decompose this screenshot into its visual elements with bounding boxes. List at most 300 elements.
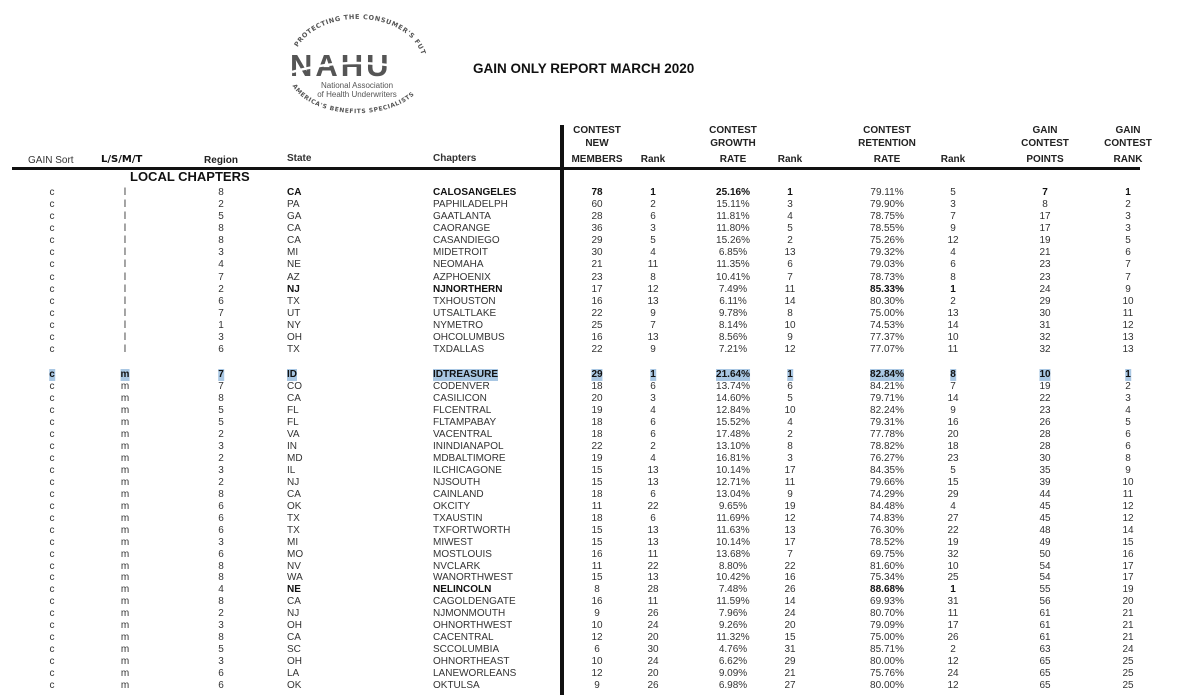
cell-growth: 11.35% — [716, 259, 750, 271]
cell-retention-rank: 29 — [947, 488, 959, 500]
cell-growth: 7.49% — [718, 283, 748, 295]
cell-retention-rank: 13 — [947, 307, 959, 319]
header-points-line-2: CONTEST — [1021, 138, 1069, 149]
cell-members: 16 — [591, 295, 603, 307]
cell-members-rank: 30 — [647, 644, 659, 656]
cell-retention-rank: 10 — [947, 560, 959, 572]
cell-lsmt: m — [120, 440, 130, 452]
cell-gain-rank: 14 — [1122, 524, 1134, 536]
cell-sort: c — [49, 488, 55, 500]
cell-region: 8 — [218, 596, 224, 608]
cell-retention-rank: 9 — [950, 404, 956, 416]
cell-growth-rank: 7 — [787, 548, 793, 560]
cell-retention-rank: 18 — [947, 440, 959, 452]
cell-lsmt: m — [120, 500, 130, 512]
cell-retention: 74.83% — [870, 512, 904, 524]
cell-region: 2 — [218, 608, 224, 620]
cell-state: CA — [287, 596, 301, 608]
cell-growth: 12.71% — [716, 476, 750, 488]
cell-points: 48 — [1039, 524, 1051, 536]
svg-text:of Health Underwriters: of Health Underwriters — [317, 90, 397, 99]
cell-retention-rank: 11 — [947, 344, 959, 356]
cell-lsmt: m — [120, 644, 130, 656]
cell-growth-rank: 1 — [787, 369, 793, 380]
report-title: GAIN ONLY REPORT MARCH 2020 — [473, 61, 695, 76]
cell-region: 7 — [218, 307, 224, 319]
cell-retention: 78.73% — [870, 271, 904, 283]
cell-retention-rank: 14 — [947, 392, 959, 404]
cell-lsmt: m — [120, 536, 130, 548]
cell-members-rank: 22 — [647, 500, 659, 512]
cell-members-rank: 28 — [647, 584, 659, 596]
cell-growth: 9.65% — [718, 500, 748, 512]
cell-region: 3 — [218, 464, 224, 476]
cell-sort: c — [49, 632, 55, 644]
cell-state: FL — [287, 416, 299, 428]
header-region: Region — [204, 155, 238, 166]
header-chapters: Chapters — [433, 153, 477, 164]
cell-points: 28 — [1039, 440, 1051, 452]
cell-growth-rank: 31 — [784, 644, 796, 656]
cell-state: TX — [287, 295, 300, 307]
cell-lsmt: l — [123, 235, 127, 247]
cell-retention-rank: 9 — [950, 223, 956, 235]
cell-members: 28 — [591, 211, 603, 223]
cell-members-rank: 13 — [647, 295, 659, 307]
cell-sort: c — [49, 259, 55, 271]
cell-state: TX — [287, 344, 300, 356]
cell-growth-rank: 20 — [784, 620, 796, 632]
cell-growth: 13.74% — [716, 380, 750, 392]
cell-retention-rank: 20 — [947, 428, 959, 440]
cell-retention-rank: 5 — [950, 187, 956, 198]
cell-members-rank: 20 — [647, 668, 659, 680]
cell-region: 8 — [218, 560, 224, 572]
cell-gain-rank: 24 — [1122, 644, 1134, 656]
cell-growth-rank: 14 — [784, 295, 796, 307]
cell-state: NY — [287, 319, 301, 331]
cell-gain-rank: 2 — [1125, 199, 1131, 211]
cell-sort: c — [49, 656, 55, 668]
cell-retention: 79.66% — [870, 476, 904, 488]
cell-members: 21 — [591, 259, 603, 271]
cell-growth: 14.60% — [716, 392, 750, 404]
cell-retention-rank: 23 — [947, 452, 959, 464]
cell-chapter: MOSTLOUIS — [433, 548, 492, 560]
cell-region: 3 — [218, 656, 224, 668]
header-gain-sort: GAIN Sort — [28, 155, 74, 166]
cell-lsmt: l — [123, 283, 127, 295]
cell-points: 56 — [1039, 596, 1051, 608]
cell-growth-rank: 10 — [784, 404, 796, 416]
cell-retention: 75.26% — [870, 235, 904, 247]
cell-members: 12 — [591, 632, 603, 644]
cell-points: 54 — [1039, 560, 1051, 572]
cell-chapter: GAATLANTA — [433, 211, 491, 223]
cell-members-rank: 24 — [647, 656, 659, 668]
cell-growth-rank: 3 — [787, 452, 793, 464]
cell-sort: c — [49, 536, 55, 548]
section-local-chapters: LOCAL CHAPTERS — [130, 169, 250, 184]
cell-points: 21 — [1039, 247, 1051, 259]
cell-lsmt: m — [120, 620, 130, 632]
cell-growth-rank: 12 — [784, 344, 796, 356]
cell-members-rank: 26 — [647, 608, 659, 620]
cell-sort: c — [49, 524, 55, 536]
cell-growth: 16.81% — [716, 452, 750, 464]
cell-lsmt: m — [120, 584, 130, 596]
cell-points: 61 — [1039, 620, 1051, 632]
cell-state: CO — [287, 380, 302, 392]
cell-state: NJ — [287, 283, 300, 295]
cell-members: 19 — [591, 404, 603, 416]
cell-retention: 79.09% — [870, 620, 904, 632]
cell-growth-rank: 2 — [787, 428, 793, 440]
cell-chapter: VACENTRAL — [433, 428, 493, 440]
cell-members: 9 — [594, 680, 600, 692]
cell-sort: c — [49, 247, 55, 259]
cell-state: SC — [287, 644, 301, 656]
cell-gain-rank: 12 — [1122, 500, 1134, 512]
cell-members: 22 — [591, 307, 603, 319]
cell-retention: 78.75% — [870, 211, 904, 223]
cell-chapter: NELINCOLN — [433, 584, 492, 596]
cell-lsmt: l — [123, 331, 127, 343]
cell-gain-rank: 1 — [1125, 187, 1131, 198]
cell-members-rank: 9 — [650, 344, 656, 356]
cell-growth: 10.41% — [716, 271, 750, 283]
cell-state: NE — [287, 259, 301, 271]
cell-sort: c — [49, 187, 55, 198]
cell-retention: 85.33% — [870, 283, 904, 295]
cell-gain-rank: 7 — [1125, 259, 1131, 271]
cell-growth: 8.56% — [718, 331, 748, 343]
cell-growth-rank: 17 — [784, 464, 796, 476]
cell-members: 18 — [591, 416, 603, 428]
cell-lsmt: m — [120, 608, 130, 620]
cell-retention: 76.30% — [870, 524, 904, 536]
cell-growth-rank: 16 — [784, 572, 796, 584]
cell-gain-rank: 11 — [1122, 307, 1134, 319]
cell-retention-rank: 1 — [950, 283, 956, 295]
cell-state: NJ — [287, 608, 300, 620]
cell-points: 19 — [1039, 235, 1051, 247]
cell-growth: 10.14% — [716, 536, 750, 548]
cell-state: MD — [287, 452, 303, 464]
cell-state: NV — [287, 560, 301, 572]
cell-state: PA — [287, 199, 300, 211]
cell-lsmt: l — [123, 271, 127, 283]
cell-sort: c — [49, 548, 55, 560]
cell-gain-rank: 1 — [1125, 369, 1131, 380]
cell-growth: 17.48% — [716, 428, 750, 440]
cell-gain-rank: 20 — [1122, 596, 1134, 608]
cell-region: 6 — [218, 680, 224, 692]
cell-retention: 78.82% — [870, 440, 904, 452]
cell-growth-rank: 11 — [784, 476, 796, 488]
cell-members-rank: 6 — [650, 211, 656, 223]
header-retention-line-2: RETENTION — [858, 138, 916, 149]
cell-growth: 13.04% — [716, 488, 750, 500]
cell-state: OH — [287, 331, 302, 343]
cell-chapter: MIWEST — [433, 536, 473, 548]
cell-points: 23 — [1039, 259, 1051, 271]
cell-members-rank: 7 — [650, 319, 656, 331]
cell-sort: c — [49, 680, 55, 692]
cell-members: 16 — [591, 548, 603, 560]
cell-retention: 80.00% — [870, 656, 904, 668]
cell-region: 6 — [218, 668, 224, 680]
cell-chapter: ININDIANAPOL — [433, 440, 504, 452]
cell-region: 2 — [218, 283, 224, 295]
cell-retention-rank: 31 — [947, 596, 959, 608]
cell-gain-rank: 5 — [1125, 416, 1131, 428]
cell-growth-rank: 7 — [787, 271, 793, 283]
cell-state: IN — [287, 440, 297, 452]
cell-members: 18 — [591, 380, 603, 392]
header-lsmt: L/S/M/T — [101, 154, 143, 165]
cell-sort: c — [49, 452, 55, 464]
cell-sort: c — [49, 608, 55, 620]
cell-members: 78 — [591, 187, 603, 198]
cell-retention-rank: 25 — [947, 572, 959, 584]
cell-region: 7 — [218, 369, 224, 380]
cell-region: 3 — [218, 536, 224, 548]
cell-sort: c — [49, 380, 55, 392]
cell-lsmt: l — [123, 211, 127, 223]
cell-points: 54 — [1039, 572, 1051, 584]
cell-chapter: PAPHILADELPH — [433, 199, 508, 211]
header-members-line-1: CONTEST — [573, 125, 621, 136]
cell-chapter: CAINLAND — [433, 488, 484, 500]
cell-members: 23 — [591, 271, 603, 283]
cell-lsmt: m — [120, 572, 130, 584]
cell-lsmt: m — [120, 680, 130, 692]
cell-region: 7 — [218, 380, 224, 392]
cell-growth: 15.52% — [716, 416, 750, 428]
cell-members: 36 — [591, 223, 603, 235]
cell-chapter: NJSOUTH — [433, 476, 481, 488]
cell-retention-rank: 32 — [947, 548, 959, 560]
cell-chapter: CACENTRAL — [433, 632, 494, 644]
cell-chapter: WANORTHWEST — [433, 572, 513, 584]
cell-retention-rank: 14 — [947, 319, 959, 331]
cell-region: 5 — [218, 644, 224, 656]
cell-chapter: UTSALTLAKE — [433, 307, 497, 319]
cell-retention: 77.78% — [870, 428, 904, 440]
cell-retention-rank: 10 — [947, 331, 959, 343]
cell-chapter: NVCLARK — [433, 560, 481, 572]
cell-sort: c — [49, 404, 55, 416]
header-points-line-1: GAIN — [1032, 125, 1058, 136]
cell-chapter: OHNORTHEAST — [433, 656, 510, 668]
cell-growth-rank: 24 — [784, 608, 796, 620]
cell-retention-rank: 8 — [950, 271, 956, 283]
cell-growth-rank: 10 — [784, 319, 796, 331]
cell-region: 3 — [218, 247, 224, 259]
cell-gain-rank: 25 — [1122, 656, 1134, 668]
cell-chapter: TXAUSTIN — [433, 512, 483, 524]
cell-region: 6 — [218, 344, 224, 356]
cell-growth-rank: 5 — [787, 223, 793, 235]
cell-lsmt: m — [120, 656, 130, 668]
cell-members-rank: 13 — [647, 464, 659, 476]
cell-points: 45 — [1039, 500, 1051, 512]
cell-growth: 7.48% — [718, 584, 748, 596]
cell-sort: c — [49, 271, 55, 283]
cell-points: 55 — [1039, 584, 1051, 596]
cell-retention: 78.55% — [870, 223, 904, 235]
cell-sort: c — [49, 392, 55, 404]
cell-state: MI — [287, 536, 299, 548]
cell-state: CA — [287, 632, 301, 644]
cell-retention: 75.00% — [870, 307, 904, 319]
cell-gain-rank: 3 — [1125, 211, 1131, 223]
cell-sort: c — [49, 428, 55, 440]
cell-sort: c — [49, 369, 55, 380]
cell-members-rank: 3 — [650, 392, 656, 404]
cell-retention: 69.75% — [870, 548, 904, 560]
cell-retention-rank: 16 — [947, 416, 959, 428]
cell-members-rank: 26 — [647, 680, 659, 692]
svg-text:PROTECTING THE CONSUMER'S FUTU: PROTECTING THE CONSUMER'S FUT — [292, 12, 428, 56]
cell-chapter: CASANDIEGO — [433, 235, 500, 247]
cell-sort: c — [49, 512, 55, 524]
cell-points: 39 — [1039, 476, 1051, 488]
cell-retention: 78.52% — [870, 536, 904, 548]
cell-members: 22 — [591, 440, 603, 452]
nahu-logo — [282, 8, 432, 118]
cell-gain-rank: 12 — [1122, 512, 1134, 524]
cell-members: 15 — [591, 464, 603, 476]
cell-state: NJ — [287, 476, 300, 488]
cell-growth: 7.21% — [718, 344, 748, 356]
cell-region: 5 — [218, 416, 224, 428]
header-growth-line-3: RATE — [719, 154, 747, 165]
header-growth-rank: Rank — [777, 154, 803, 165]
cell-sort: c — [49, 500, 55, 512]
cell-members: 6 — [594, 644, 600, 656]
cell-growth-rank: 26 — [784, 584, 796, 596]
cell-region: 5 — [218, 211, 224, 223]
cell-members-rank: 13 — [647, 572, 659, 584]
cell-retention: 75.34% — [870, 572, 904, 584]
cell-growth: 13.10% — [716, 440, 750, 452]
cell-chapter: AZPHOENIX — [433, 271, 491, 283]
cell-gain-rank: 9 — [1125, 464, 1131, 476]
cell-growth-rank: 13 — [784, 247, 796, 259]
cell-growth-rank: 21 — [784, 668, 796, 680]
cell-gain-rank: 21 — [1122, 608, 1134, 620]
svg-text:AMERICA'S BENEFITS SPECIALISTS: AMERICA'S BENEFITS SPECIALISTS — [290, 83, 416, 116]
cell-points: 61 — [1039, 632, 1051, 644]
cell-growth: 11.80% — [716, 223, 750, 235]
header-retention-line-3: RATE — [873, 154, 901, 165]
cell-retention: 82.84% — [870, 369, 904, 380]
cell-growth: 7.96% — [718, 608, 748, 620]
cell-growth: 6.85% — [718, 247, 748, 259]
header-members-rank: Rank — [640, 154, 666, 165]
cell-growth-rank: 6 — [787, 380, 793, 392]
cell-growth-rank: 27 — [784, 680, 796, 692]
cell-retention-rank: 6 — [950, 259, 956, 271]
cell-region: 8 — [218, 187, 224, 198]
cell-members: 12 — [591, 668, 603, 680]
cell-region: 4 — [218, 584, 224, 596]
cell-state: OK — [287, 500, 302, 512]
cell-state: IL — [287, 464, 296, 476]
cell-retention: 84.48% — [870, 500, 904, 512]
cell-state: OH — [287, 656, 302, 668]
cell-retention-rank: 3 — [950, 199, 956, 211]
cell-members-rank: 22 — [647, 560, 659, 572]
cell-sort: c — [49, 235, 55, 247]
header-retention-rank: Rank — [940, 154, 966, 165]
cell-growth-rank: 19 — [784, 500, 796, 512]
cell-retention: 84.35% — [870, 464, 904, 476]
cell-growth: 6.62% — [718, 656, 748, 668]
cell-points: 50 — [1039, 548, 1051, 560]
cell-gain-rank: 7 — [1125, 271, 1131, 283]
cell-region: 4 — [218, 259, 224, 271]
cell-gain-rank: 15 — [1122, 536, 1134, 548]
cell-growth-rank: 4 — [787, 416, 793, 428]
cell-state: CA — [287, 235, 301, 247]
cell-growth: 11.69% — [716, 512, 750, 524]
cell-chapter: MDBALTIMORE — [433, 452, 506, 464]
cell-members: 15 — [591, 572, 603, 584]
cell-growth-rank: 17 — [784, 536, 796, 548]
cell-lsmt: l — [123, 295, 127, 307]
cell-points: 29 — [1039, 295, 1051, 307]
cell-points: 31 — [1039, 319, 1051, 331]
cell-retention-rank: 12 — [947, 656, 959, 668]
cell-points: 28 — [1039, 428, 1051, 440]
cell-retention: 75.76% — [870, 668, 904, 680]
cell-chapter: LANEWORLEANS — [433, 668, 517, 680]
cell-retention-rank: 2 — [950, 644, 956, 656]
cell-growth: 25.16% — [716, 187, 750, 198]
cell-chapter: CASILICON — [433, 392, 487, 404]
cell-state: WA — [287, 572, 303, 584]
cell-lsmt: l — [123, 199, 127, 211]
cell-growth-rank: 8 — [787, 307, 793, 319]
cell-chapter: MIDETROIT — [433, 247, 488, 259]
cell-chapter: ILCHICAGONE — [433, 464, 502, 476]
cell-sort: c — [49, 307, 55, 319]
cell-points: 61 — [1039, 608, 1051, 620]
cell-lsmt: m — [120, 416, 130, 428]
cell-region: 8 — [218, 223, 224, 235]
cell-gain-rank: 4 — [1125, 404, 1131, 416]
cell-members: 29 — [591, 235, 603, 247]
cell-members: 9 — [594, 608, 600, 620]
cell-gain-rank: 17 — [1122, 572, 1134, 584]
cell-retention-rank: 22 — [947, 524, 959, 536]
cell-sort: c — [49, 668, 55, 680]
cell-points: 32 — [1039, 331, 1051, 343]
cell-retention: 79.03% — [870, 259, 904, 271]
cell-points: 65 — [1039, 656, 1051, 668]
cell-growth-rank: 22 — [784, 560, 796, 572]
cell-members-rank: 2 — [650, 440, 656, 452]
cell-members-rank: 11 — [647, 548, 659, 560]
cell-gain-rank: 10 — [1122, 476, 1134, 488]
cell-lsmt: l — [123, 259, 127, 271]
header-state: State — [287, 153, 312, 164]
cell-points: 17 — [1039, 211, 1051, 223]
cell-points: 7 — [1042, 187, 1048, 198]
